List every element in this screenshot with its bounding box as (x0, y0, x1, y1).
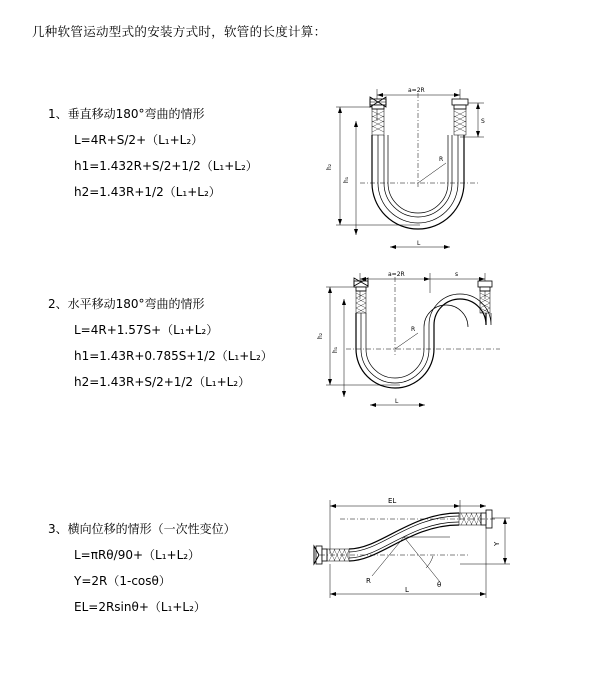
section-1-text (48, 105, 298, 209)
dim-label-h2-2: h₂ (317, 332, 324, 339)
section-3-figure (300, 490, 530, 620)
section-2-title: 2、水平移动180°弯曲的情形 (48, 297, 205, 311)
dim-label-a2r: a=2R (408, 87, 425, 94)
dim-label-l: L (417, 240, 421, 247)
section-1-formula-3: h2=1.43R+1/2（L₁+L₂） (74, 185, 221, 199)
section-2-formula-3: h2=1.43R+S/2+1/2（L₁+L₂） (74, 375, 251, 389)
page-title: 几种软管运动型式的安装方式时，软管的长度计算： (32, 24, 327, 39)
section-3-formula-1: L=πRθ/90+（L₁+L₂） (74, 548, 201, 562)
section-3-text (48, 520, 298, 624)
section-3-formula-2: Y=2R（1-cosθ） (74, 574, 171, 588)
dim-label-h2: h₂ (326, 163, 333, 170)
dim-label-l-2: L (395, 398, 399, 405)
section-1-figure (300, 75, 530, 275)
dim-label-theta: θ (437, 581, 442, 589)
dim-label-l-3: L (405, 586, 409, 594)
dim-label-a2r-2: a=2R (388, 271, 405, 278)
dim-label-r-2: R (411, 326, 416, 333)
section-2-figure (300, 265, 530, 445)
dim-label-s: S (481, 118, 485, 125)
section-2-text (48, 295, 298, 399)
dim-label-h1: h₁ (343, 176, 350, 183)
vertical-180-bend-drawing (300, 75, 530, 275)
section-1-title: 1、垂直移动180°弯曲的情形 (48, 107, 205, 121)
dim-label-r: R (439, 156, 444, 163)
dim-label-y: Y (493, 541, 501, 546)
dim-label-el: EL (388, 497, 397, 505)
dim-label-r-3: R (366, 577, 371, 585)
lateral-offset-drawing (300, 490, 530, 620)
section-3-title: 3、横向位移的情形（一次性变位） (48, 522, 236, 536)
section-1-formula-1: L=4R+S/2+（L₁+L₂） (74, 133, 204, 147)
section-1-formula-2: h1=1.432R+S/2+1/2（L₁+L₂） (74, 159, 258, 173)
dim-label-s-2: s (455, 271, 459, 278)
section-2-formula-1: L=4R+1.57S+（L₁+L₂） (74, 323, 219, 337)
horizontal-180-bend-drawing (300, 265, 530, 445)
section-2-formula-2: h1=1.43R+0.785S+1/2（L₁+L₂） (74, 349, 273, 363)
dim-label-h1-2: h₁ (332, 346, 339, 353)
section-3-formula-3: EL=2Rsinθ+（L₁+L₂） (74, 600, 206, 614)
